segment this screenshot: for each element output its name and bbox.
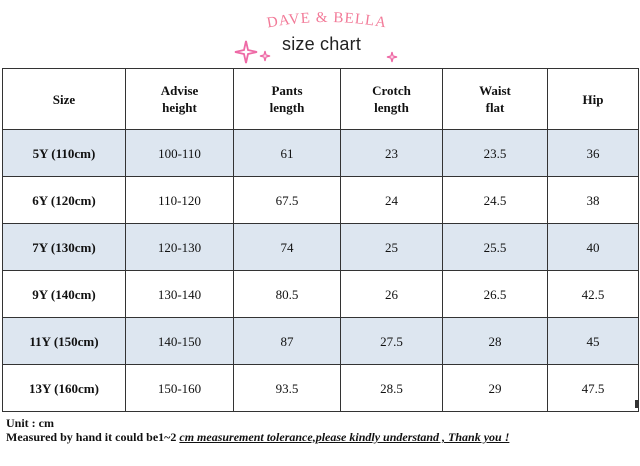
crotch-length-cell: 26 — [341, 271, 443, 318]
advise-height-cell: 110-120 — [126, 177, 234, 224]
chart-header — [0, 0, 640, 68]
waist-flat-cell: 28 — [443, 318, 548, 365]
crotch-length-cell: 28.5 — [341, 365, 443, 412]
advise-height-cell: 140-150 — [126, 318, 234, 365]
waist-flat-cell: 29 — [443, 365, 548, 412]
table-row — [3, 365, 639, 412]
measure-note-prefix: Measured by hand it could be1~2 — [6, 430, 180, 444]
advise-height-cell: 100-110 — [126, 130, 234, 177]
table-row — [3, 224, 639, 271]
pants-length-cell: 93.5 — [234, 365, 341, 412]
hip-cell: 45 — [548, 318, 639, 365]
crotch-length-cell: 23 — [341, 130, 443, 177]
unit-note: Unit : cm — [6, 416, 54, 430]
brand-logo — [252, 10, 402, 34]
crotch-length-cell: 25 — [341, 224, 443, 271]
waist-flat-cell: 24.5 — [443, 177, 548, 224]
hip-cell: 47.5 — [548, 365, 639, 412]
advise-height-cell: 120-130 — [126, 224, 234, 271]
size-cell: 6Y (120cm) — [3, 177, 126, 224]
hip-cell: 36 — [548, 130, 639, 177]
table-row — [3, 177, 639, 224]
brand-text: DAVE & BELLA — [265, 10, 389, 32]
header-advise-height: Advise height — [126, 69, 234, 130]
size-cell: 7Y (130cm) — [3, 224, 126, 271]
sparkle-icon-right — [386, 51, 398, 63]
advise-height-cell: 130-140 — [126, 271, 234, 318]
crotch-length-cell: 27.5 — [341, 318, 443, 365]
size-cell: 5Y (110cm) — [3, 130, 126, 177]
waist-flat-cell: 25.5 — [443, 224, 548, 271]
advise-height-cell: 150-160 — [126, 365, 234, 412]
header-size: Size — [3, 69, 126, 130]
crotch-length-cell: 24 — [341, 177, 443, 224]
hip-cell: 40 — [548, 224, 639, 271]
measure-note-tolerance: cm measurement tolerance,please kindly understand , Thank you ! — [179, 430, 510, 444]
table-corner-mark — [635, 400, 638, 408]
header-hip: Hip — [548, 69, 639, 130]
table-row — [3, 130, 639, 177]
svg-text:DAVE & BELLA — [266, 10, 389, 31]
pants-length-cell: 67.5 — [234, 177, 341, 224]
size-cell: 9Y (140cm) — [3, 271, 126, 318]
pants-length-cell: 87 — [234, 318, 341, 365]
brand-arc — [252, 10, 402, 34]
waist-flat-cell: 23.5 — [443, 130, 548, 177]
header-crotch-length: Crotch length — [341, 69, 443, 130]
footnotes — [6, 416, 509, 444]
table-row — [3, 271, 639, 318]
pants-length-cell: 61 — [234, 130, 341, 177]
sparkle-icon-small — [259, 50, 271, 62]
size-cell: 13Y (160cm) — [3, 365, 126, 412]
pants-length-cell: 80.5 — [234, 271, 341, 318]
header-row — [3, 69, 639, 130]
size-cell: 11Y (150cm) — [3, 318, 126, 365]
size-chart-table — [2, 68, 639, 412]
table-row — [3, 318, 639, 365]
sparkle-icon-large — [234, 40, 258, 64]
hip-cell: 42.5 — [548, 271, 639, 318]
waist-flat-cell: 26.5 — [443, 271, 548, 318]
hip-cell: 38 — [548, 177, 639, 224]
chart-title: size chart — [282, 34, 362, 54]
pants-length-cell: 74 — [234, 224, 341, 271]
header-waist-flat: Waist flat — [443, 69, 548, 130]
header-pants-length: Pants length — [234, 69, 341, 130]
